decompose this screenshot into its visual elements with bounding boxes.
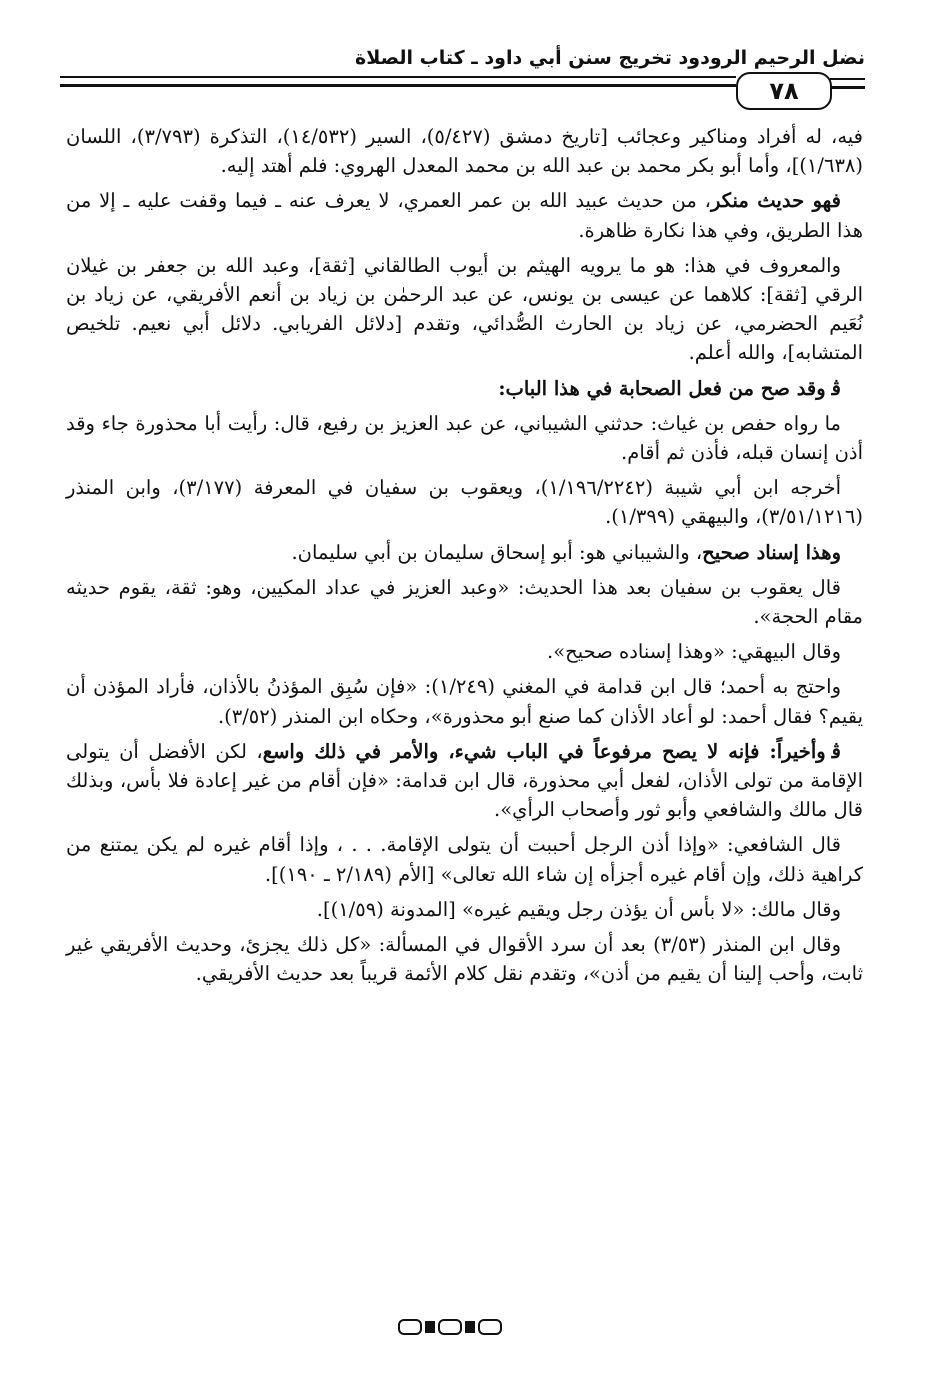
text-run: ، من حديث عبيد الله بن عمر العمري، لا يعرف عنه ـ فيما وقفت عليه ـ إلا من هذا الطريق، وفي هذا نكارة ظاهرة. <box>66 189 863 242</box>
text-run: وقال البيهقي: «وهذا إسناده صحيح». <box>547 640 841 664</box>
footer-ornament <box>370 1318 530 1336</box>
text-run: أخرجه ابن أبي شيبة (١/١٩٦/٢٢٤٢)، ويعقوب بن سفيان في المعرفة (٣/١٧٧)، وابن المنذر (٣/٥١/١٢١٦)، والبيهقي (١/٣٩٩). <box>66 476 863 529</box>
page-number: ٧٨ <box>769 77 799 105</box>
text-run: ما رواه حفص بن غياث: حدثني الشيباني، عن عبد العزيز بن رفيع، قال: رأيت أبا محذورة جاء وقد أذن إنسان قبله، فأذن ثم أقام. <box>66 411 863 465</box>
header-rule-right-bottom <box>830 86 865 89</box>
header-rule-top <box>60 76 736 78</box>
text-run: والمعروف في هذا: هو ما يرويه الهيثم بن أيوب الطالقاني [ثقة]، وعبد الله بن جعفر بن غيلان الرقي [ثقة]: كلاهما عن عيسى بن يونس، عن عبد الرحمٰن بن زياد بن أنعم الأفريقي، عن زياد بن نُعَيم الحضرمي، عن زياد بن الحارث الصُّدائي، وتقدم [دلائل الفريابي. دلائل أبي نعيم. تلخيص المتشابه]، والله أعلم. <box>66 253 863 365</box>
ornament-loop-icon <box>478 1319 502 1335</box>
page-body <box>66 122 863 1317</box>
body-paragraph <box>66 637 863 666</box>
ornament-loop-icon <box>398 1319 422 1335</box>
paragraph-mark-icon: ﭬ <box>831 739 841 763</box>
body-paragraph <box>66 930 863 988</box>
body-paragraph <box>66 538 863 567</box>
text-run: فيه، له أفراد ومناكير وعجائب [تاريخ دمشق (٥/٤٢٧)، السير (١٤/٥٣٢)، التذكرة (٣/٧٩٣)، اللسان (١/٦٣٨)]، وأما أبو بكر محمد بن عبد الله بن محمد المعدل الهروي: فلم أهتد إليه. <box>66 125 863 178</box>
ornament-block-icon <box>465 1321 475 1333</box>
text-run: واحتج به أحمد؛ قال ابن قدامة في المغني (١/٢٤٩): «فإن سُبِق المؤذنُ بالأذان، فأراد المؤذن أن يقيم؟ فقال أحمد: لو أعاد الأذان كما صنع أبو محذورة»، وحكاه ابن المنذر (٣/٥٢). <box>66 675 863 728</box>
ornament-loop-icon <box>438 1319 462 1335</box>
running-title: نضل الرحيم الرودود تخريج سنن أبي داود ـ كتاب الصلاة <box>355 47 865 69</box>
body-paragraph <box>66 573 863 631</box>
body-paragraph <box>66 251 863 368</box>
bold-phrase: وقد صح من فعل الصحابة في هذا الباب: <box>498 376 826 400</box>
body-paragraph <box>66 374 863 403</box>
body-paragraph <box>66 672 863 730</box>
ornament-block-icon <box>425 1321 435 1333</box>
bold-phrase: وأخيراً: فإنه لا يصح مرفوعاً في الباب شيء، والأمر في ذلك واسع <box>262 739 826 763</box>
header-rule-right-top <box>830 78 865 80</box>
body-paragraph <box>66 737 863 825</box>
header-rule-bottom <box>60 84 736 87</box>
bold-phrase: وهذا إسناد صحيح <box>702 540 841 564</box>
body-paragraph <box>66 186 863 244</box>
body-paragraph <box>66 895 863 924</box>
body-paragraph <box>66 409 863 467</box>
text-run: قال الشافعي: «وإذا أذن الرجل أحببت أن يتولى الإقامة. . . ، وإذا أقام غيره لم يكن يمتنع من كراهية ذلك، وإن أقام غيره أجزأه إن شاء الله تعالى» [الأم (٢/١٨٩ ـ ١٩٠)]. <box>66 833 863 886</box>
text-run: وقال مالك: «لا بأس أن يؤذن رجل ويقيم غيره» [المدونة (١/٥٩)]. <box>316 897 841 921</box>
paragraph-mark-icon: ﭬ <box>831 376 841 400</box>
body-paragraph <box>66 122 863 180</box>
body-paragraph <box>66 473 863 531</box>
page-number-badge <box>736 72 832 110</box>
text-run: قال يعقوب بن سفيان بعد هذا الحديث: «وعبد العزيز في عداد المكيين، وهو: ثقة، يقوم حديثه مقام الحجة». <box>66 575 863 629</box>
text-run: وقال ابن المنذر (٣/٥٣) بعد أن سرد الأقوال في المسألة: «كل ذلك يجزئ، وحديث الأفريقي غير ثابت، وأحب إلينا أن يقيم من أذن»، وتقدم نقل كلام الأئمة قريباً بعد حديث الأفريقي. <box>66 933 863 986</box>
bold-phrase: فهو حديث منكر <box>710 189 841 213</box>
text-run: ، والشيباني هو: أبو إسحاق سليمان بن أبي سليمان. <box>291 540 703 564</box>
body-paragraph <box>66 830 863 888</box>
text-run: ، لكن الأفضل أن يتولى الإقامة من تولى الأذان، لفعل أبي محذورة، قال ابن قدامة: «فإن أقام من غير إعادة فلا بأس، وبذلك قال مالك والشافعي وأبو ثور وأصحاب الرأي». <box>66 739 863 822</box>
